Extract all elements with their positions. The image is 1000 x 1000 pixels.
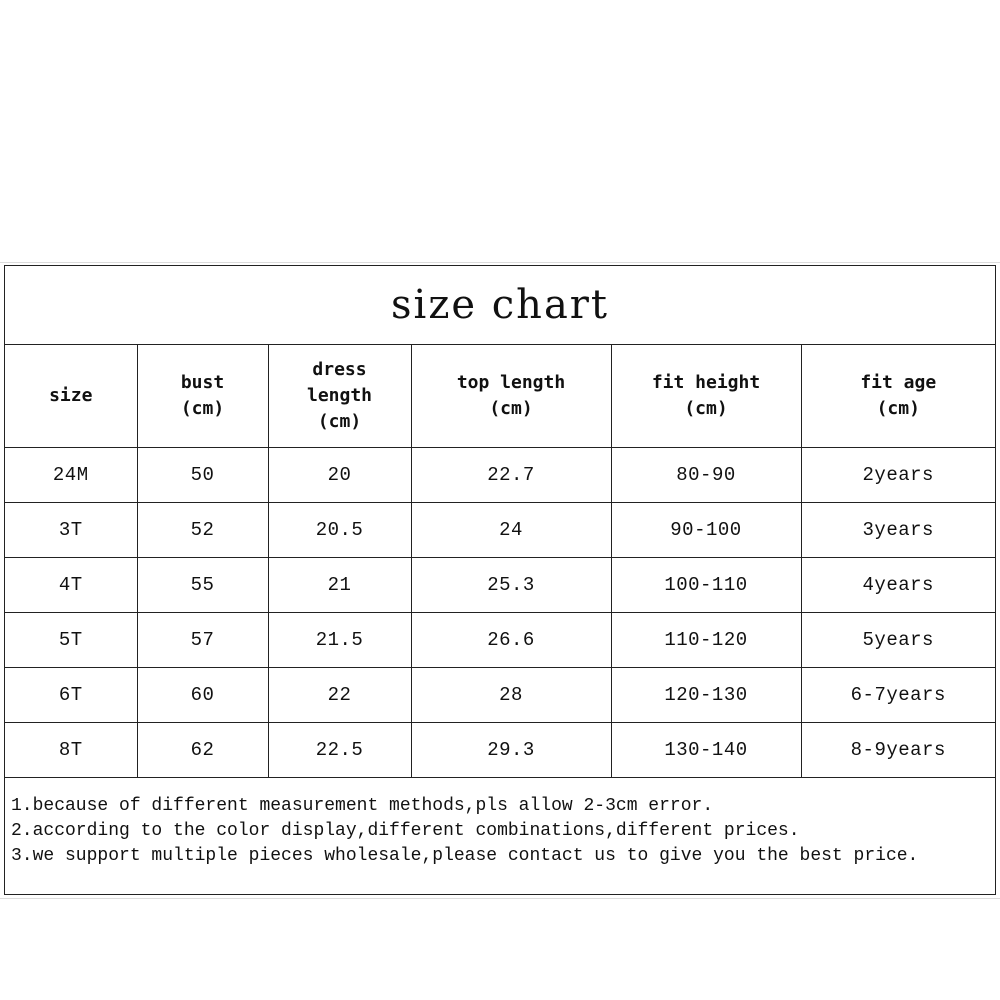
header-size: size bbox=[5, 344, 137, 448]
cell-top-length: 22.7 bbox=[411, 448, 611, 503]
header-top-length: top length (cm) bbox=[411, 344, 611, 448]
cell-bust: 57 bbox=[137, 613, 268, 668]
header-fit-age: fit age (cm) bbox=[801, 344, 995, 448]
cell-bust: 55 bbox=[137, 558, 268, 613]
chart-title: size chart bbox=[5, 266, 995, 345]
notes-section bbox=[11, 794, 989, 869]
cell-bust: 52 bbox=[137, 503, 268, 558]
table-row bbox=[5, 448, 995, 503]
cell-fit-height: 110-120 bbox=[611, 613, 801, 668]
cell-fit-age: 2years bbox=[801, 448, 995, 503]
cell-size: 4T bbox=[5, 558, 137, 613]
cell-fit-height: 80-90 bbox=[611, 448, 801, 503]
cell-bust: 60 bbox=[137, 668, 268, 723]
table-row bbox=[5, 503, 995, 558]
cell-top-length: 24 bbox=[411, 503, 611, 558]
note-line: 1.because of different measurement methods,pls allow 2-3cm error. bbox=[11, 796, 714, 816]
size-grid bbox=[5, 344, 995, 778]
cell-dress-length: 22.5 bbox=[268, 723, 411, 778]
cell-fit-age: 8-9years bbox=[801, 723, 995, 778]
cell-dress-length: 21 bbox=[268, 558, 411, 613]
table-row bbox=[5, 613, 995, 668]
cell-fit-age: 4years bbox=[801, 558, 995, 613]
cell-fit-height: 100-110 bbox=[611, 558, 801, 613]
cell-fit-height: 130-140 bbox=[611, 723, 801, 778]
cell-size: 6T bbox=[5, 668, 137, 723]
table-row bbox=[5, 558, 995, 613]
header-bust: bust (cm) bbox=[137, 344, 268, 448]
faint-grid-line-bottom bbox=[0, 898, 1000, 899]
cell-top-length: 26.6 bbox=[411, 613, 611, 668]
cell-fit-age: 5years bbox=[801, 613, 995, 668]
cell-dress-length: 20 bbox=[268, 448, 411, 503]
cell-dress-length: 20.5 bbox=[268, 503, 411, 558]
cell-fit-height: 120-130 bbox=[611, 668, 801, 723]
cell-top-length: 25.3 bbox=[411, 558, 611, 613]
cell-fit-age: 6-7years bbox=[801, 668, 995, 723]
note-line: 3.we support multiple pieces wholesale,please contact us to give you the best price. bbox=[11, 846, 919, 866]
table-row bbox=[5, 668, 995, 723]
header-fit-height: fit height (cm) bbox=[611, 344, 801, 448]
cell-top-length: 29.3 bbox=[411, 723, 611, 778]
size-chart-table bbox=[4, 265, 996, 895]
cell-dress-length: 21.5 bbox=[268, 613, 411, 668]
cell-bust: 50 bbox=[137, 448, 268, 503]
cell-fit-age: 3years bbox=[801, 503, 995, 558]
cell-dress-length: 22 bbox=[268, 668, 411, 723]
table-row bbox=[5, 723, 995, 778]
cell-top-length: 28 bbox=[411, 668, 611, 723]
cell-bust: 62 bbox=[137, 723, 268, 778]
note-line: 2.according to the color display,different combinations,different prices. bbox=[11, 821, 800, 841]
cell-size: 24M bbox=[5, 448, 137, 503]
cell-size: 8T bbox=[5, 723, 137, 778]
faint-grid-line-top bbox=[0, 262, 1000, 263]
header-row bbox=[5, 344, 995, 448]
cell-fit-height: 90-100 bbox=[611, 503, 801, 558]
cell-size: 3T bbox=[5, 503, 137, 558]
cell-size: 5T bbox=[5, 613, 137, 668]
header-dress-length: dress length (cm) bbox=[268, 344, 411, 448]
